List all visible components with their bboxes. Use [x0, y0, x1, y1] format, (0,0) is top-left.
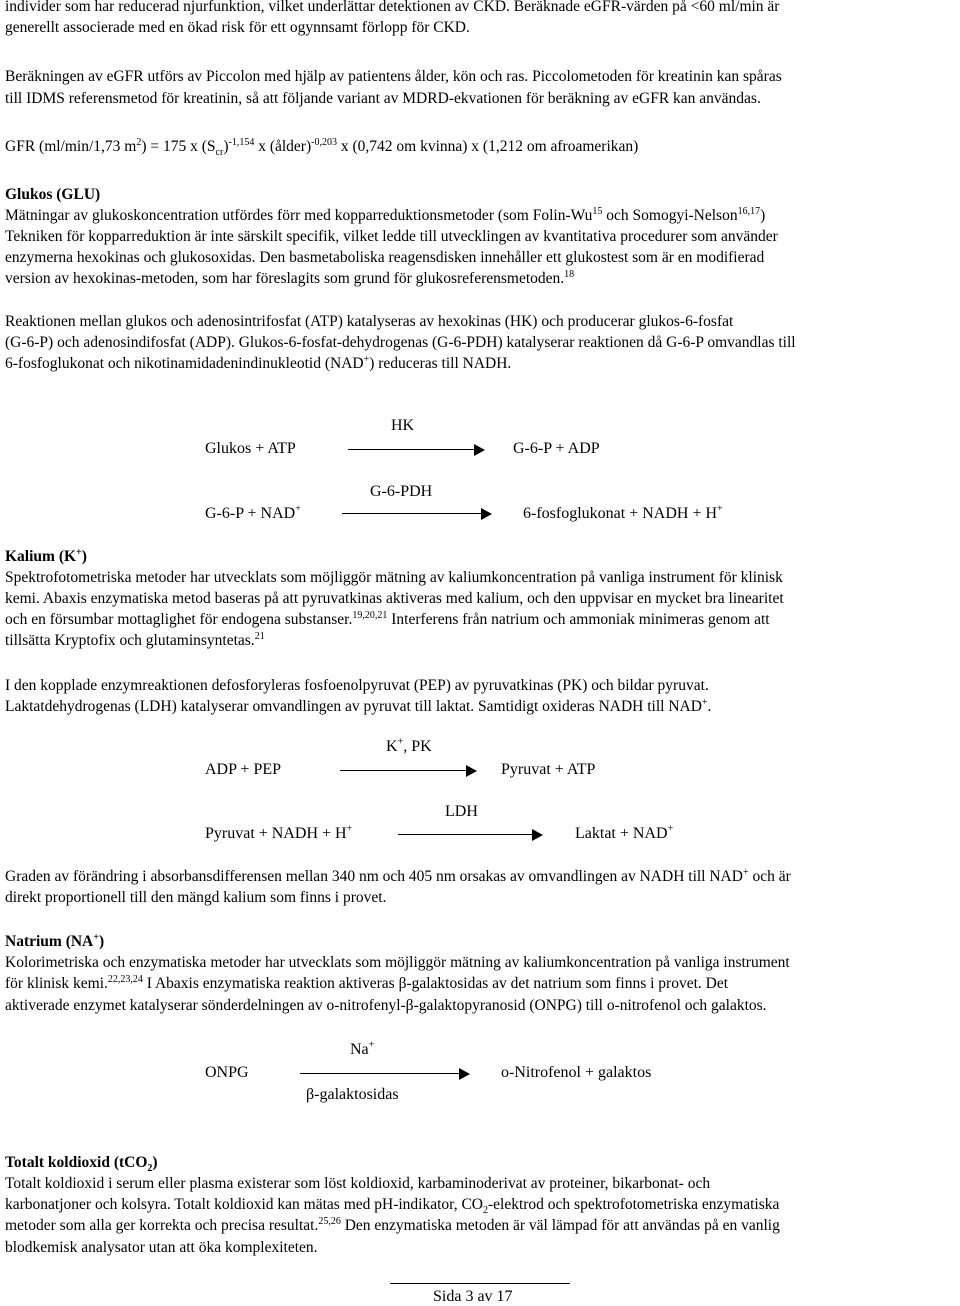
- glukos-p2-line-3: 6-fosfoglukonat och nikotinamidadenindinukleotid (NAD+) reduceras till NADH.: [5, 353, 512, 372]
- tco2-line-4: blodkemisk analysator utan att öka komplexiteten.: [5, 1239, 318, 1256]
- kalium-line-4: tillsätta Kryptofix och glutaminsyntetas.$^{21}$: [5, 630, 265, 649]
- reaction-arrow: [300, 1068, 470, 1080]
- glukos-line-4: version av hexokinas-metoden, som har föreslagits som grund för glukosreferensmetoden.$^{18}$: [5, 268, 575, 287]
- glukos-p2-line-2: (G-6-P) och adenosindifosfat (ADP). Glukos-6-fosfat-dehydrogenas (G-6-PDH) katalyserar reaktionen då G-6-P omvandlas till: [5, 334, 796, 351]
- tco2-line-1: Totalt koldioxid i serum eller plasma existerar som löst koldioxid, karbaminoderivat av proteiner, bikarbonat- och: [5, 1175, 711, 1192]
- kalium-heading: Kalium (K+): [5, 546, 87, 565]
- intro-line-1: individer som har reducerad njurfunktion, vilket underlättar detektionen av CKD. Beräknade eGFR-värden på <60 ml/min är: [5, 0, 780, 15]
- reaction-right-laktat-nad: Laktat + NAD+: [575, 823, 674, 842]
- reaction-left-adp-pep: ADP + PEP: [205, 761, 282, 778]
- glukos-heading: Glukos (GLU): [5, 186, 101, 203]
- kalium-p2-line-1: I den kopplade enzymreaktionen defosforyleras fosfoenolpyruvat (PEP) av pyruvatkinas (PK) och bildar pyruvat.: [5, 677, 709, 694]
- tco2-line-2: karbonatjoner och kolsyra. Totalt koldioxid kan mätas med pH-indikator, $CO_2$-elektrod och spektrofotometriska enzymatiska: [5, 1196, 780, 1217]
- intro-line-2: generellt associerade med en ökad risk för ett ogynnsamt förlopp för CKD.: [5, 19, 470, 36]
- footer-divider: [390, 1283, 570, 1284]
- glukos-p2-line-1: Reaktionen mellan glukos och adenosintrifosfat (ATP) katalyseras av hexokinas (HK) och producerar glukos-6-fosfat: [5, 313, 734, 330]
- reaction-arrow: [348, 444, 485, 456]
- natrium-line-3: aktiverade enzymet katalyserar sönderdelningen av o-nitrofenyl-β-galaktopyranosid (ONPG) till o-nitrofenol och galaktos.: [5, 997, 767, 1014]
- intro-line-3: Beräkningen av eGFR utförs av Piccolon med hjälp av patientens ålder, kön och ras. Piccolometoden för kreatinin kan spåras: [5, 68, 782, 85]
- glukos-line-3: enzymerna hexokinas och glukosoxidas. Den basmetaboliska reagensdisken innehåller ett glukostest som är en modifierad: [5, 249, 765, 266]
- tco2-line-3: metoder som alla ger korrekta och precisa resultat.$^{25,26}$ Den enzymatiska metoden är väl lämpad för att användas på en vanlig: [5, 1215, 780, 1234]
- reaction-right-nitrofenol: o-Nitrofenol + galaktos: [501, 1064, 652, 1081]
- reaction-enzyme-hk: HK: [391, 417, 415, 434]
- natrium-line-2: för klinisk kemi.$^{22,23,24}$ I Abaxis enzymatiska reaktion aktiveras β-galaktosidas av det natrium som finns i provet. Det: [5, 973, 729, 992]
- reaction-top-na: Na+: [350, 1039, 375, 1058]
- kalium-line-2: kemi. Abaxis enzymatiska metod baseras på att pyruvatkinas aktiveras med kalium, och den uppvisar en mycket bra linearitet: [5, 590, 784, 607]
- reaction-arrow: [342, 508, 492, 520]
- natrium-line-1: Kolorimetriska och enzymatiska metoder har utvecklats som möjliggör mätning av kaliumkoncentration på vanliga instrument: [5, 954, 790, 971]
- reaction-right-g6p-adp: G-6-P + ADP: [513, 440, 600, 457]
- reaction-arrow: [398, 829, 543, 841]
- natrium-heading: Natrium (NA+): [5, 931, 105, 950]
- kalium-line-3: och en försumbar mottaglighet för endogena substanser.$^{19,20,21}$ Interferens från natrium och ammoniak minimeras genom att: [5, 609, 770, 628]
- gfr-formula: GFR (ml/min/1,73 $m^2) = 175$ x $(S_{cr})^{-1,154}$ x (ålder)$^{-0,203}$ x (0,742 om kvinna) x (1,212 om afroamerikan): [5, 136, 639, 159]
- reaction-enzyme-g6pdh: G-6-PDH: [370, 483, 433, 500]
- tco2-heading: Totalt koldioxid (tCO$_2$): [5, 1154, 158, 1175]
- glukos-line-2: Tekniken för kopparreduktion är inte särskilt specifik, vilket ledde till utvecklingen av kvantitativa procedurer som använder: [5, 228, 778, 245]
- kalium-line-1: Spektrofotometriska metoder har utvecklats som möjliggör mätning av kaliumkoncentration på vanliga instrument för klinisk: [5, 569, 783, 586]
- reaction-bottom-galaktosidas: β-galaktosidas: [306, 1086, 399, 1103]
- reaction-right-pyruvat-atp: Pyruvat + ATP: [501, 761, 596, 778]
- reaction-arrow: [340, 765, 477, 777]
- reaction-enzyme-ldh: LDH: [445, 803, 478, 820]
- reaction-enzyme-k-pk: K+, PK: [386, 736, 432, 755]
- kalium-p2-line-2: Laktatdehydrogenas (LDH) katalyserar omvandlingen av pyruvat till laktat. Samtidigt oxideras NADH till NAD+.: [5, 696, 712, 715]
- kalium-p3-line-2: direkt proportionell till den mängd kalium som finns i provet.: [5, 889, 387, 906]
- reaction-left-glukos-atp: Glukos + ATP: [205, 440, 296, 457]
- page-number: Sida 3 av 17: [433, 1288, 513, 1305]
- kalium-p3-line-1: Graden av förändring i absorbansdifferensen mellan 340 nm och 405 nm orsakas av omvandlingen av NADH till NAD+ och är: [5, 866, 791, 885]
- reaction-left-onpg: ONPG: [205, 1064, 249, 1081]
- reaction-left-pyruvat-nadh: Pyruvat + NADH + H+: [205, 823, 353, 842]
- reaction-left-g6p-nad: G-6-P + NAD+: [205, 503, 301, 522]
- glukos-line-1: Mätningar av glukoskoncentration utfördes förr med kopparreduktionsmetoder (som Folin-Wu$^{15}$ och Somogyi-Nelson$^{16,17}$): [5, 205, 766, 224]
- intro-line-4: till IDMS referensmetod för kreatinin, så att följande variant av MDRD-ekvationen för beräkning av eGFR kan användas.: [5, 90, 761, 107]
- reaction-right-6pg-nadh: 6-fosfoglukonat + NADH + H+: [523, 503, 723, 522]
